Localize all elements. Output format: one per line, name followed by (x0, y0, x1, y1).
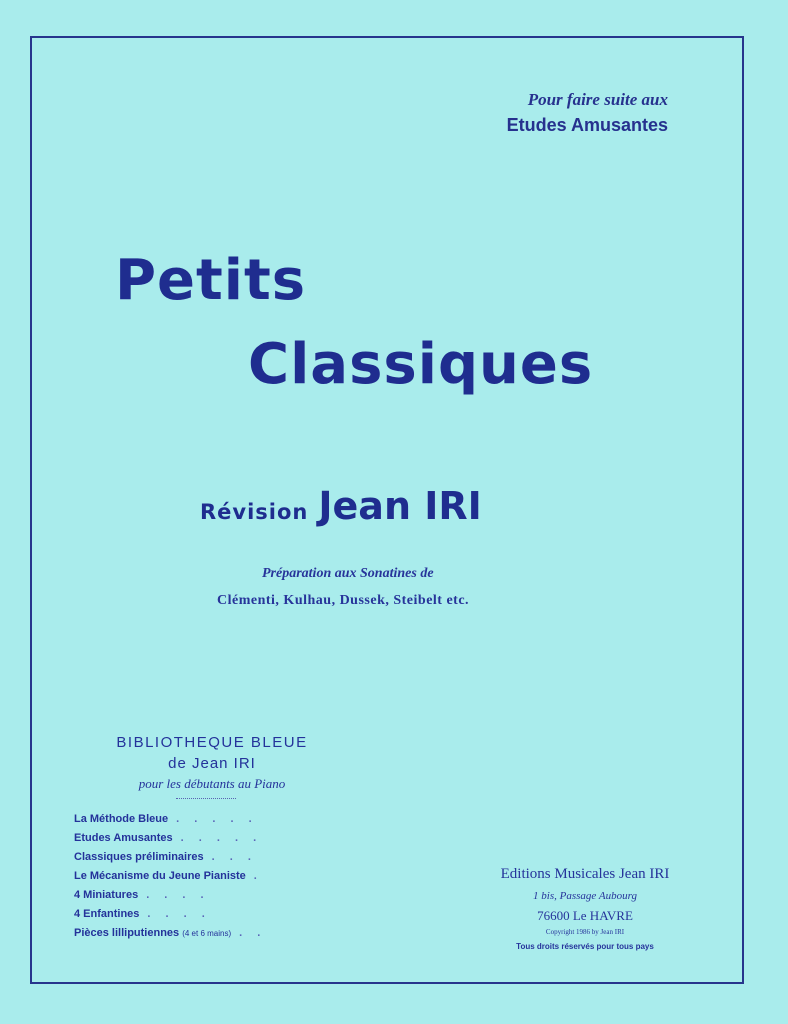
catalog-item (74, 924, 266, 943)
catalog-item-dots: . . . (211, 851, 257, 863)
catalog-item-note: (4 et 6 mains) (182, 929, 232, 938)
catalog-item-dots: . . . . (146, 889, 210, 901)
catalog-list (74, 810, 266, 943)
catalog-item (74, 810, 266, 829)
publisher-city: 76600 Le HAVRE (537, 908, 633, 923)
catalog-item-dots: . . . . . (180, 832, 263, 844)
catalog-item-label: La Méthode Bleue (74, 813, 169, 825)
catalog-item (74, 829, 266, 848)
publisher-address: 1 bis, Passage Aubourg (533, 890, 637, 902)
title-line2: Classiques (248, 332, 594, 397)
catalog-item-label: 4 Enfantines (74, 908, 140, 920)
publisher-name: Editions Musicales Jean IRI (500, 866, 670, 882)
preparation-line1: Préparation aux Sonatines de (262, 566, 434, 581)
catalog-item-dots: . (253, 870, 263, 882)
catalog-item-dots: . . . . (147, 908, 211, 920)
catalog-item (74, 886, 266, 905)
catalog-item-label: Le Mécanisme du Jeune Pianiste (74, 870, 246, 882)
catalog-item-label: Etudes Amusantes (74, 832, 173, 844)
catalog-item-dots: . . . . . (176, 813, 258, 825)
catalog-item-dots: . . (239, 927, 267, 939)
revision-name: Jean IRI (318, 484, 482, 528)
title-line1: Petits (115, 248, 307, 313)
catalog-item-label: 4 Miniatures (74, 889, 139, 901)
catalog-item (74, 867, 266, 886)
bibliotheque-subtitle: de Jean IRI (168, 755, 256, 772)
rights-notice: Tous droits réservés pour tous pays (516, 942, 654, 951)
preparation-line2: Clémenti, Kulhau, Dussek, Steibelt etc. (217, 593, 470, 608)
catalog-item (74, 905, 266, 924)
bibliotheque-title: BIBLIOTHEQUE BLEUE (116, 734, 308, 751)
revision-label: Révision (200, 500, 309, 524)
series-note-line1: Pour faire suite aux (527, 90, 668, 109)
catalog-item (74, 848, 266, 867)
copyright-notice: Copyright 1986 by Jean IRI (545, 928, 625, 936)
bibliotheque-divider (176, 798, 236, 799)
series-note-line2: Etudes Amusantes (506, 115, 668, 135)
revision-credit (200, 484, 482, 528)
catalog-item-label: Classiques préliminaires (74, 851, 204, 863)
catalog-item-label: Pièces lilliputiennes (74, 927, 180, 939)
bibliotheque-tagline: pour les débutants au Piano (138, 776, 286, 791)
